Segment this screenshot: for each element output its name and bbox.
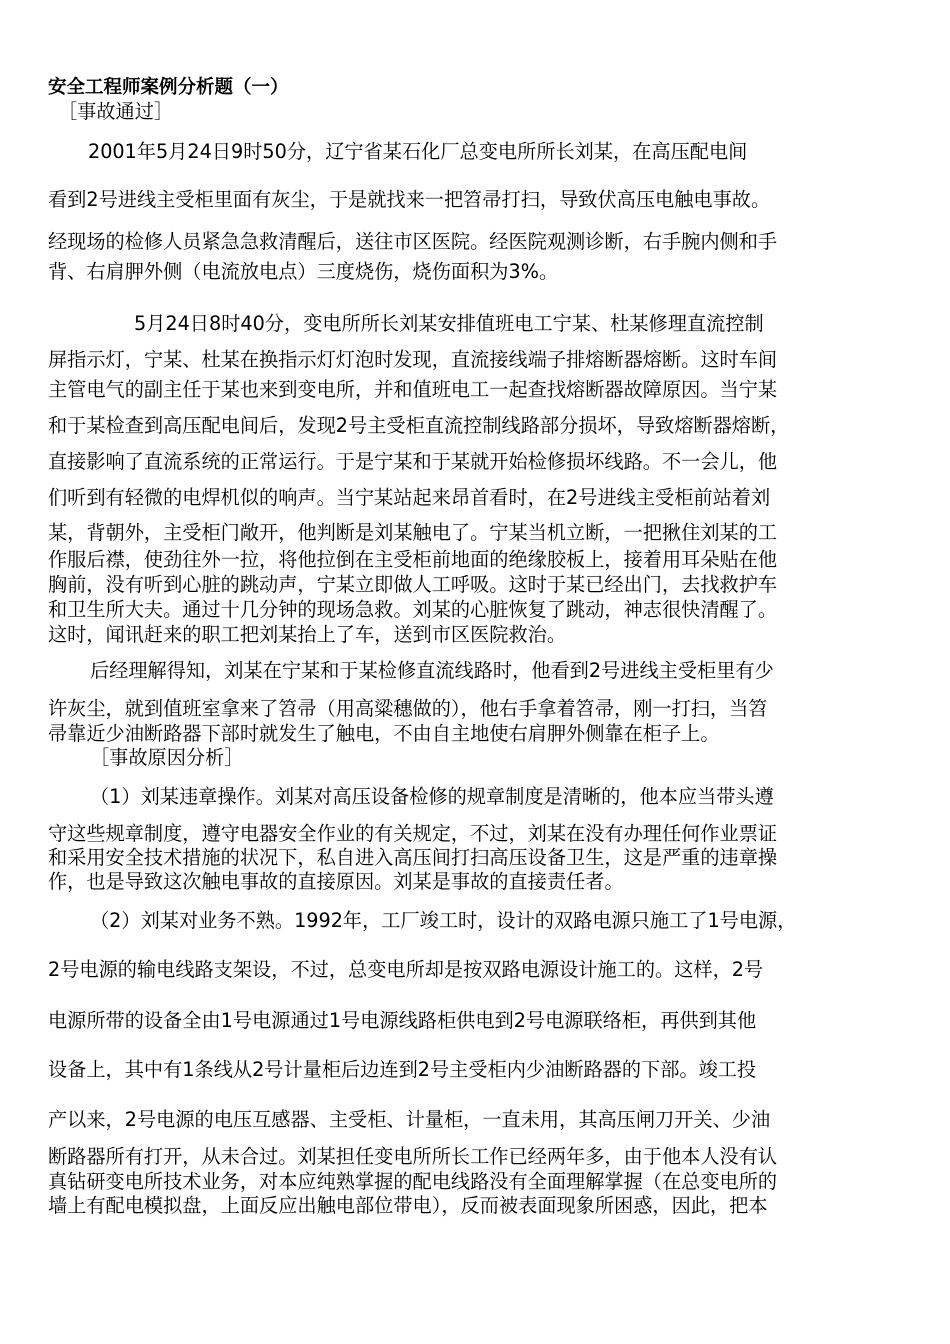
paragraph-line: 们听到有轻微的电焊机似的响声。当宁某站起来昂首看时，在2号进线主受柜前站着刘 xyxy=(48,486,771,509)
paragraph-line: 和于某检查到高压配电间后，发现2号主受柜直流控制线路部分损坏，导致熔断器熔断， xyxy=(48,414,790,437)
paragraph-line: （1）刘某违章操作。刘某对高压设备检修的规章制度是清晰的，他本应当带头遵 xyxy=(90,785,774,808)
paragraph-line: 设备上，其中有1条线从2号计量柜后边连到2号主受柜内少油断路器的下部。竣工投 xyxy=(48,1058,757,1081)
paragraph-line: 后经理解得知，刘某在宁某和于某检修直流线路时，他看到2号进线主受柜里有少 xyxy=(90,659,774,682)
paragraph-line: 作服后襟，使劲往外一拉，将他拉倒在主受柜前地面的绝缘胶板上，接着用耳朵贴在他 xyxy=(48,548,778,571)
paragraph-line: 作，也是导致这次触电事故的直接原因。刘某是事故的直接责任者。 xyxy=(48,870,624,893)
paragraph-line: 直接影响了直流系统的正常运行。于是宁某和于某就开始检修损坏线路。不一会儿，他 xyxy=(48,450,778,473)
paragraph-line: 许灰尘，就到值班室拿来了笤帚（用高粱穗做的），他右手拿着笤帚，刚一打扫，当笤 xyxy=(48,697,768,720)
paragraph-line: 背、右肩胛外侧（电流放电点）三度烧伤，烧伤面积为3%。 xyxy=(48,260,559,283)
paragraph-line: 主管电气的副主任于某也来到变电所，并和值班电工一起查找熔断器故障原因。当宁某 xyxy=(48,378,778,401)
paragraph-line: 守这些规章制度，遵守电器安全作业的有关规定，不过，刘某在没有办理任何作业票证 xyxy=(48,822,778,845)
paragraph-line: 经现场的检修人员紧急急救清醒后，送往市区医院。经医院观测诊断，右手腕内侧和手 xyxy=(48,230,778,253)
paragraph-line: 帚靠近少油断路器下部时就发生了触电，不由自主地使右肩胛外侧靠在柜子上。 xyxy=(48,722,720,745)
section-heading: ［事故通过］ xyxy=(58,100,174,123)
paragraph-line: 和采用安全技术措施的状况下，私自进入高压间打扫高压设备卫生，这是严重的违章操 xyxy=(48,846,778,869)
paragraph-line: 电源所带的设备全由1号电源通过1号电源线路柜供电到2号电源联络柜，再供到其他 xyxy=(48,1009,757,1032)
paragraph-line: 断路器所有打开，从未合过。刘某担任变电所所长工作已经两年多，由于他本人没有认 xyxy=(48,1145,778,1168)
paragraph-line: 胸前，没有听到心脏的跳动声，宁某立即做人工呼吸。这时于某已经出门，去找救护车 xyxy=(48,573,778,596)
section-heading: ［事故原因分析］ xyxy=(90,746,244,769)
paragraph-line: 某，背朝外，主受柜门敞开，他判断是刘某触电了。宁某当机立断，一把揪住刘某的工 xyxy=(48,521,778,544)
paragraph-line: 2号电源的输电线路支架设，不过，总变电所却是按双路电源设计施工的。这样，2号 xyxy=(48,958,764,981)
paragraph-line: 看到2号进线主受柜里面有灰尘，于是就找来一把笤帚打扫，导致伏高压电触电事故。 xyxy=(48,188,771,211)
paragraph-line: 5月24日8时40分，变电所所长刘某安排值班电工宁某、杜某修理直流控制 xyxy=(134,312,764,335)
paragraph-line: 墙上有配电模拟盘，上面反应出触电部位带电），反而被表面现象所困惑，因此，把本 xyxy=(48,1194,768,1217)
paragraph-line: （2）刘某对业务不熟。1992年，工厂竣工时，设计的双路电源只施工了1号电源， xyxy=(90,909,797,932)
paragraph-line: 产以来，2号电源的电压互感器、主受柜、计量柜，一直未用，其高压闸刀开关、少油 xyxy=(48,1108,771,1131)
paragraph-line: 屏指示灯，宁某、杜某在换指示灯灯泡时发现，直流接线端子排熔断器熔断。这时车间 xyxy=(48,348,778,371)
paragraph-line: 和卫生所大夫。通过十几分钟的现场急救。刘某的心脏恢复了跳动，神志很快清醒了。 xyxy=(48,598,778,621)
paragraph-line: 真钻研变电所技术业务，对本应纯熟掌握的配电线路没有全面理解掌握（在总变电所的 xyxy=(48,1170,778,1193)
paragraph-line: 2001年5月24日9时50分，辽宁省某石化厂总变电所所长刘某，在高压配电间 xyxy=(88,140,748,163)
document-title: 安全工程师案例分析题（一） xyxy=(48,77,289,98)
paragraph-line: 这时，闻讯赶来的职工把刘某抬上了车，送到市区医院救治。 xyxy=(48,623,567,646)
